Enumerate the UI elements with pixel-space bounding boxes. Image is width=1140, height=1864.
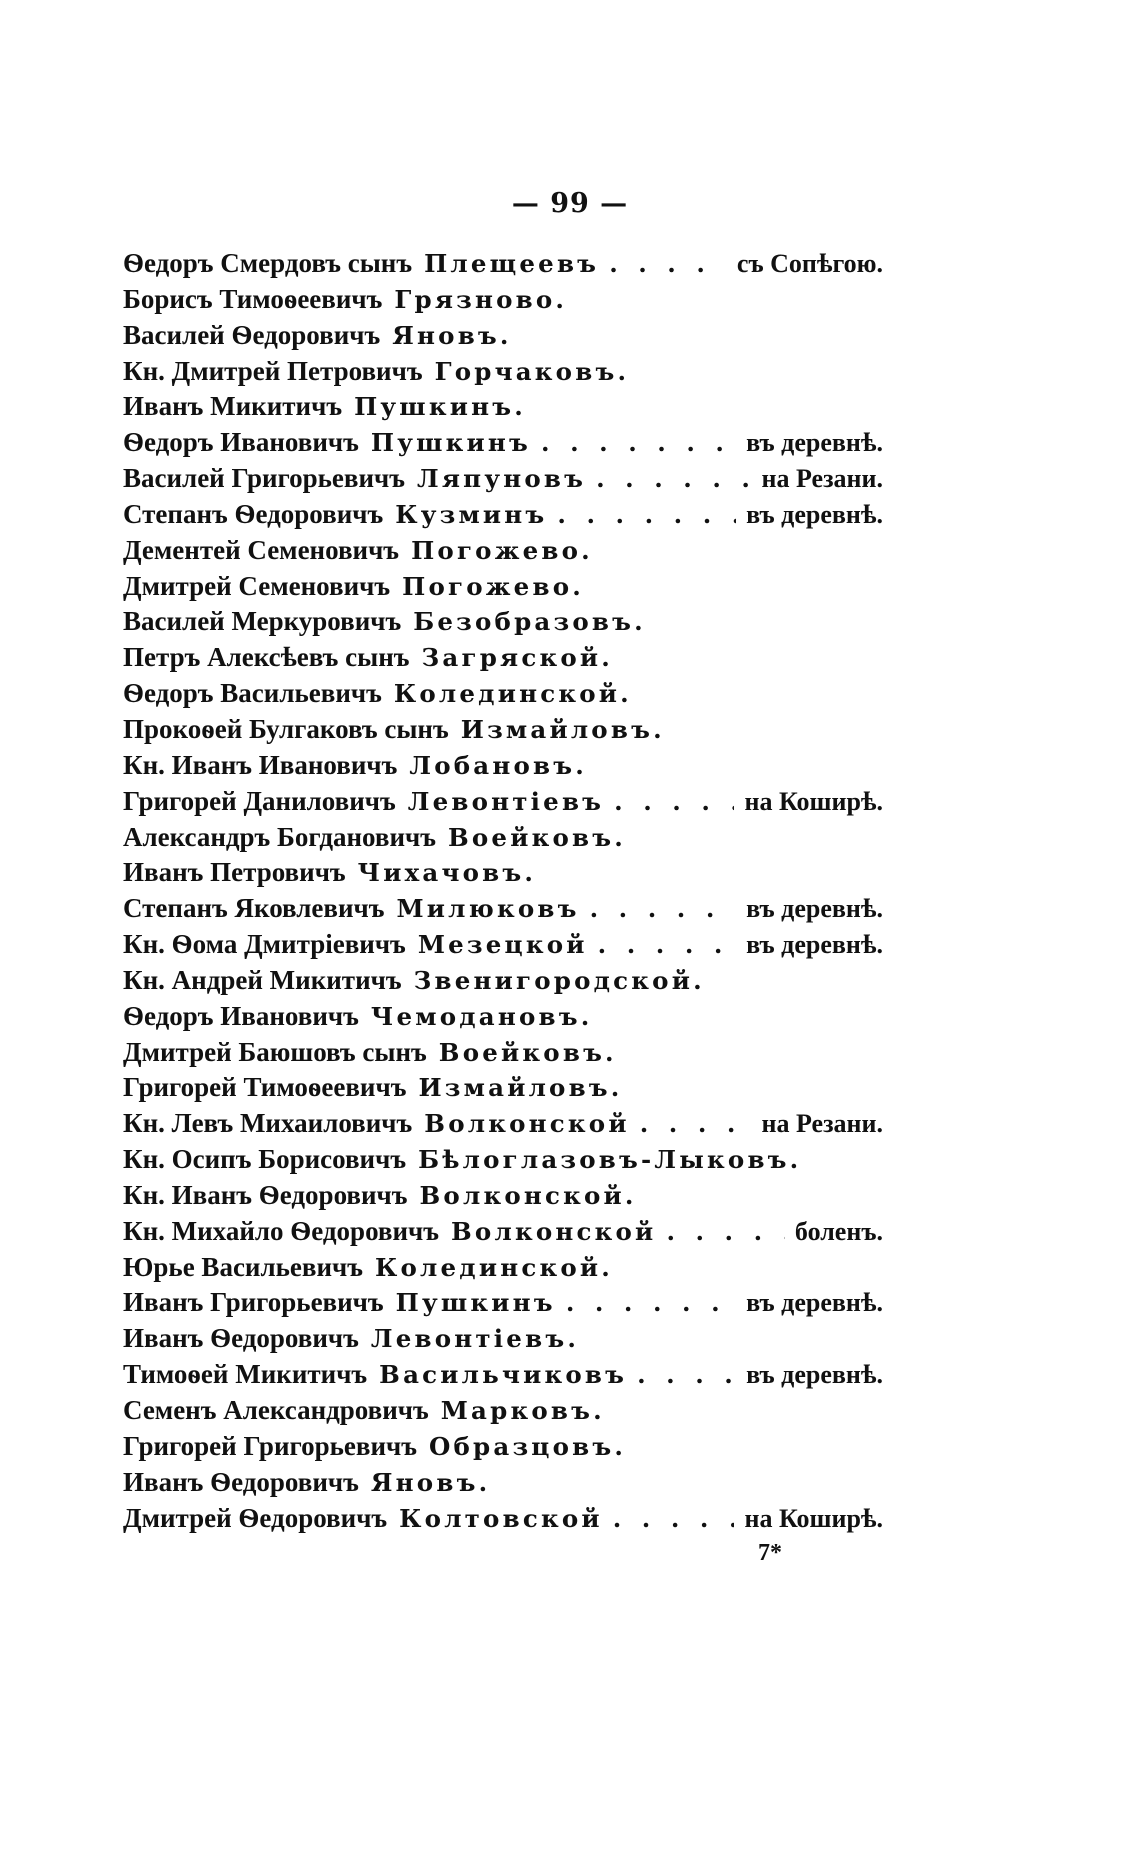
person-given-name: Иванъ Ѳедоровичъ <box>123 1466 359 1497</box>
person-surname: Левонтіевъ. <box>370 1324 580 1354</box>
list-item <box>123 1178 883 1214</box>
list-item <box>123 1106 883 1142</box>
person-given-name: Василей Меркуровичъ <box>123 606 402 637</box>
location-note: на Коширѣ. <box>744 786 883 816</box>
person-given-name: Юрье Васильевичъ <box>123 1251 363 1282</box>
dot-leader <box>541 425 736 461</box>
person-surname: Марковъ. <box>440 1396 605 1425</box>
person-given-name: Кн. Ѳома Дмитріевичъ <box>123 929 406 960</box>
person-surname: Погожево. <box>411 535 593 565</box>
location-note: на Резани. <box>761 464 883 494</box>
person-given-name: Семенъ Александровичъ <box>123 1395 429 1425</box>
list-item <box>123 497 883 533</box>
list-item <box>123 533 883 569</box>
list-item <box>123 604 883 640</box>
list-item <box>123 318 883 354</box>
person-given-name: Борисъ Тимоѳеевичъ <box>123 283 383 314</box>
person-surname: Бѣлоглазовъ-Лыковъ. <box>418 1145 802 1175</box>
list-item <box>123 676 883 712</box>
person-given-name: Кн. Осипъ Борисовичъ <box>123 1144 407 1175</box>
list-item <box>123 425 883 461</box>
location-note: боленъ. <box>794 1216 883 1246</box>
dot-leader <box>614 784 734 820</box>
name-list <box>123 246 883 1536</box>
list-item <box>123 1429 883 1465</box>
person-given-name: Григорей Даниловичъ <box>123 785 396 816</box>
list-item <box>123 1285 883 1321</box>
person-surname: Ляпуновъ <box>417 464 587 494</box>
list-item <box>123 461 883 497</box>
list-item <box>123 354 883 390</box>
person-surname: Волконской <box>424 1109 630 1139</box>
location-note: на Коширѣ. <box>744 1503 883 1533</box>
list-item <box>123 1250 883 1286</box>
person-surname: Измайловъ. <box>460 714 665 744</box>
list-item <box>123 1142 883 1178</box>
person-given-name: Кн. Михайло Ѳедоровичъ <box>123 1215 440 1246</box>
person-given-name: Александръ Богдановичъ <box>123 821 436 852</box>
person-surname: Мезецкой <box>417 930 588 960</box>
person-given-name: Тимоѳей Микитичъ <box>123 1359 368 1390</box>
person-surname: Чихачовъ. <box>357 858 537 888</box>
person-surname: Милюковъ <box>396 894 580 924</box>
person-given-name: Кн. Иванъ Ѳедоровичъ <box>123 1179 408 1210</box>
person-surname: Пушкинъ. <box>354 392 526 422</box>
person-given-name: Иванъ Микитичъ <box>123 391 343 422</box>
dot-leader <box>590 891 737 927</box>
person-surname: Безобразовъ. <box>413 607 646 637</box>
list-item <box>123 1465 883 1501</box>
person-given-name: Степанъ Яковлевичъ <box>123 893 385 924</box>
person-given-name: Григорей Григорьевичъ <box>123 1430 417 1461</box>
person-surname: Лобановъ. <box>409 750 587 780</box>
person-given-name: Ѳедоръ Ивановичъ <box>123 427 359 458</box>
list-item <box>123 891 883 927</box>
person-surname: Грязново. <box>394 284 568 314</box>
location-note: съ Сопѣгою. <box>736 249 883 278</box>
person-given-name: Дмитрей Баюшовъ сынъ <box>123 1036 427 1067</box>
person-surname: Образцовъ. <box>428 1431 627 1461</box>
list-item <box>123 1321 883 1357</box>
list-item <box>123 569 883 605</box>
list-item <box>123 1070 883 1106</box>
person-given-name: Иванъ Григорьевичъ <box>123 1287 384 1318</box>
person-given-name: Кн. Андрей Микитичъ <box>123 964 402 995</box>
location-note: въ деревнѣ. <box>746 930 883 960</box>
location-note: въ деревнѣ. <box>746 894 883 924</box>
person-surname: Плещеевъ <box>424 249 600 278</box>
person-surname: Пушкинъ <box>370 428 532 458</box>
person-given-name: Василей Григорьевичъ <box>123 463 406 494</box>
list-item <box>123 1357 883 1393</box>
list-item <box>123 1214 883 1250</box>
person-given-name: Ѳедоръ Ивановичъ <box>123 1000 359 1031</box>
dot-leader <box>557 497 736 533</box>
list-item <box>123 963 883 999</box>
person-surname: Яновъ. <box>392 320 512 350</box>
person-given-name: Иванъ Петровичъ <box>123 857 346 888</box>
location-note: въ деревнѣ. <box>746 428 883 458</box>
list-item <box>123 712 883 748</box>
person-given-name: Ѳедоръ Смердовъ сынъ <box>123 248 413 278</box>
person-surname: Волконской <box>451 1216 657 1246</box>
dot-leader <box>613 1501 735 1537</box>
list-item <box>123 927 883 963</box>
list-item <box>123 999 883 1035</box>
list-item <box>123 640 883 676</box>
person-given-name: Дмитрей Ѳедоровичъ <box>123 1502 388 1533</box>
list-item <box>123 246 883 282</box>
person-given-name: Кн. Иванъ Ивановичъ <box>123 749 398 780</box>
person-given-name: Петръ Алексѣевъ сынъ <box>123 642 410 673</box>
person-surname: Воейковъ. <box>438 1037 617 1067</box>
person-surname: Волконской. <box>419 1180 637 1210</box>
person-surname: Колединской. <box>393 679 632 709</box>
person-given-name: Степанъ Ѳедоровичъ <box>123 498 384 529</box>
list-item <box>123 389 883 425</box>
person-surname: Колтовской <box>399 1503 603 1533</box>
list-item <box>123 820 883 856</box>
person-given-name: Иванъ Ѳедоровичъ <box>123 1323 359 1354</box>
person-surname: Загряской. <box>421 643 613 673</box>
person-given-name: Дементей Семеновичъ <box>123 534 400 565</box>
dot-leader <box>566 1285 736 1321</box>
person-given-name: Прокоѳей Булгаковъ сынъ <box>123 713 449 744</box>
list-item <box>123 855 883 891</box>
location-note: въ деревнѣ. <box>746 499 883 529</box>
dot-leader <box>640 1106 752 1142</box>
person-surname: Измайловъ. <box>418 1073 623 1103</box>
person-surname: Левонтіевъ <box>407 786 605 816</box>
person-given-name: Григорей Тимоѳеевичъ <box>123 1072 407 1103</box>
person-surname: Васильчиковъ <box>379 1360 628 1390</box>
page-number: — 99 — <box>511 188 629 219</box>
person-surname: Чемодановъ. <box>370 1001 593 1031</box>
person-surname: Пушкинъ <box>395 1288 556 1318</box>
person-given-name: Ѳедоръ Васильевичъ <box>123 678 382 709</box>
list-item <box>123 1393 883 1429</box>
person-given-name: Василей Ѳедоровичъ <box>123 319 381 350</box>
dot-leader <box>596 461 751 497</box>
dot-leader <box>666 1214 784 1250</box>
dot-leader <box>598 927 736 963</box>
person-given-name: Дмитрей Семеновичъ <box>123 570 391 601</box>
dot-leader <box>609 246 727 282</box>
list-item <box>123 748 883 784</box>
person-surname: Воейковъ. <box>447 822 626 852</box>
list-item <box>123 784 883 820</box>
location-note: въ деревнѣ. <box>746 1360 883 1390</box>
person-surname: Погожево. <box>402 571 584 601</box>
person-given-name: Кн. Левъ Михаиловичъ <box>123 1108 413 1139</box>
person-surname: Звенигородской. <box>413 965 705 995</box>
person-surname: Кузминъ <box>395 499 548 529</box>
list-item <box>123 282 883 318</box>
list-item <box>123 1501 883 1537</box>
signature-mark: 7* <box>758 1540 782 1566</box>
person-surname: Яновъ. <box>370 1467 491 1497</box>
location-note: на Резани. <box>761 1109 883 1139</box>
location-note: въ деревнѣ. <box>746 1288 883 1318</box>
person-given-name: Кн. Дмитрей Петровичъ <box>123 355 423 386</box>
list-item <box>123 1035 883 1071</box>
person-surname: Горчаковъ. <box>434 356 630 386</box>
dot-leader <box>637 1357 736 1393</box>
person-surname: Колединской. <box>375 1252 613 1282</box>
